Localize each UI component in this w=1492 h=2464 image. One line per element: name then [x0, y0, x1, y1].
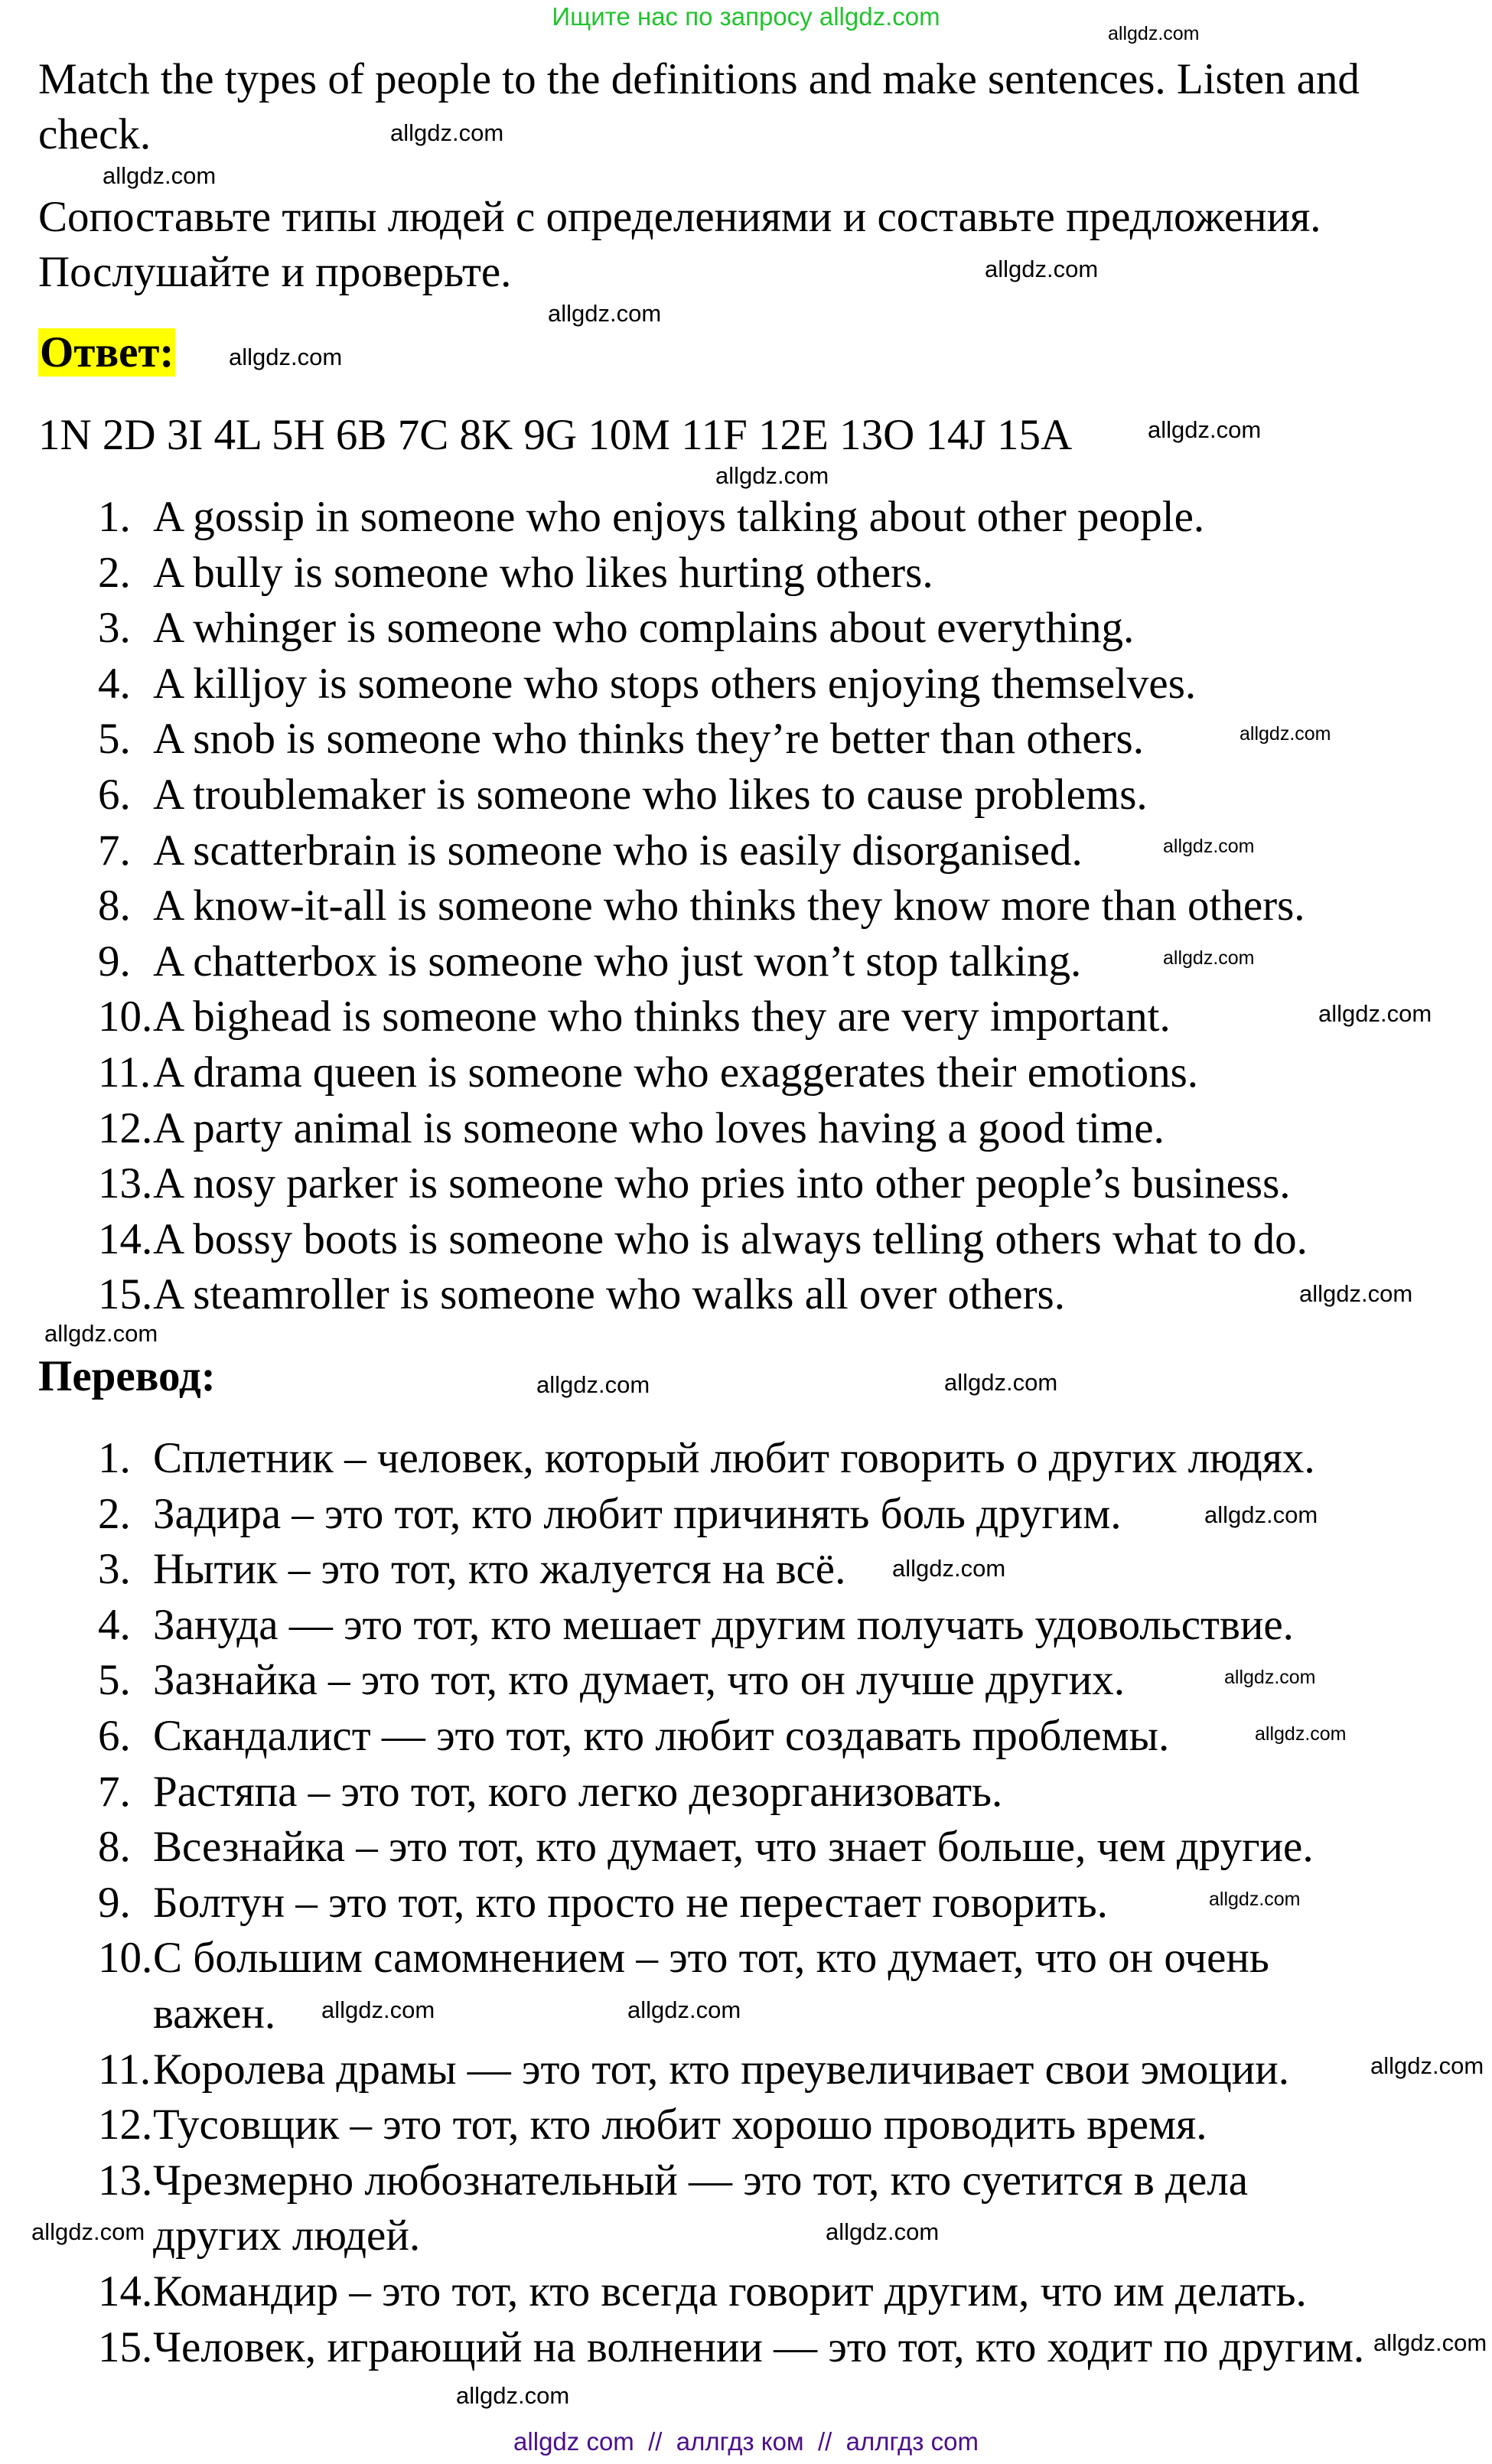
- item-number: 12.: [98, 2101, 153, 2149]
- english-list-item: [0, 1101, 1308, 1157]
- search-banner: Ищите нас по запросу allgdz.com: [552, 2, 940, 31]
- russian-list-item: [0, 2042, 1370, 2098]
- watermark: allgdz.com: [321, 1996, 435, 2023]
- watermark: allgdz.com: [44, 1320, 158, 1347]
- item-number: 1.: [98, 1434, 131, 1482]
- english-list-item: [0, 878, 1308, 934]
- watermark: allgdz.com: [944, 1369, 1058, 1396]
- item-text: Тусовщик – это тот, кто любит хорошо проводить время.: [153, 2101, 1207, 2149]
- item-number: 3.: [98, 604, 131, 653]
- russian-list-item: [0, 1709, 1370, 1765]
- english-list-item: [0, 1212, 1308, 1268]
- item-text: A killjoy is someone who stops others enjoying themselves.: [153, 659, 1197, 708]
- item-number: 2.: [98, 1489, 131, 1538]
- item-number: 8.: [98, 1823, 131, 1872]
- item-text: A chatterbox is someone who just won’t stop talking.: [153, 937, 1082, 986]
- watermark: allgdz.com: [390, 119, 504, 146]
- answer-heading: [38, 328, 175, 378]
- english-list-item: [0, 1045, 1308, 1101]
- watermark: allgdz.com: [103, 162, 217, 189]
- translation-heading: Перевод:: [38, 1352, 216, 1400]
- item-number: 1.: [98, 493, 131, 541]
- item-number: 4.: [98, 659, 131, 708]
- item-number: 10.: [98, 1934, 153, 1983]
- item-number: 14.: [98, 1214, 153, 1263]
- item-text: A troublemaker is someone who likes to cause problems.: [153, 770, 1148, 819]
- item-number: 15.: [98, 2322, 153, 2371]
- russian-translations-list: [0, 1431, 1370, 2375]
- item-text: A party animal is someone who loves having a good time.: [153, 1103, 1165, 1152]
- watermark: allgdz.com: [1163, 836, 1255, 857]
- item-text: Болтун – это тот, кто просто не перестает говорить.: [153, 1878, 1108, 1927]
- watermark: allgdz.com: [31, 2218, 145, 2245]
- item-text: С большим самомнением – это тот, кто думает, что он очень важен.: [153, 1934, 1269, 2038]
- russian-list-item: [0, 1598, 1370, 1654]
- item-number: 11.: [98, 2045, 151, 2094]
- item-text: Зануда — это тот, кто мешает другим получать удовольствие.: [153, 1600, 1294, 1649]
- item-text: Задира – это тот, кто любит причинять боль другим.: [153, 1489, 1122, 1538]
- watermark: allgdz.com: [1370, 2052, 1484, 2079]
- item-number: 2.: [98, 548, 131, 597]
- watermark: allgdz.com: [1255, 1723, 1347, 1745]
- watermark: allgdz.com: [1373, 2329, 1487, 2356]
- watermark: allgdz.com: [1108, 23, 1200, 44]
- english-list-item: [0, 989, 1308, 1045]
- watermark: allgdz.com: [1224, 1667, 1316, 1688]
- english-list-item: [0, 934, 1308, 990]
- item-number: 3.: [98, 1545, 131, 1594]
- item-number: 10.: [98, 992, 153, 1041]
- russian-list-item: [0, 1820, 1370, 1876]
- watermark: allgdz.com: [536, 1371, 650, 1398]
- russian-list-item: [0, 2264, 1370, 2320]
- item-number: 13.: [98, 1159, 153, 1208]
- english-definitions-list: [0, 490, 1308, 1323]
- item-text: A bossy boots is someone who is always telling others what to do.: [153, 1214, 1308, 1263]
- watermark: allgdz.com: [456, 2382, 570, 2409]
- item-number: 8.: [98, 882, 131, 931]
- item-text: Сплетник – человек, который любит говорить о других людях.: [153, 1434, 1315, 1482]
- watermark: allgdz.com: [1240, 723, 1331, 745]
- item-number: 9.: [98, 1878, 131, 1927]
- russian-list-item: [0, 1542, 1370, 1598]
- english-list-item: [0, 601, 1308, 657]
- item-text: A bighead is someone who thinks they are very important.: [153, 992, 1171, 1041]
- item-number: 13.: [98, 2156, 153, 2205]
- item-text: Командир – это тот, кто всегда говорит другим, что им делать.: [153, 2267, 1307, 2316]
- russian-list-item: [0, 1487, 1370, 1543]
- item-text: A gossip in someone who enjoys talking about other people.: [153, 493, 1205, 541]
- russian-list-item: [0, 2320, 1370, 2376]
- item-number: 14.: [98, 2267, 153, 2316]
- item-text: Чрезмерно любознательный — это тот, кто суетится в дела других людей.: [153, 2156, 1249, 2260]
- item-number: 6.: [98, 770, 131, 819]
- english-list-item: [0, 823, 1308, 879]
- english-list-item: [0, 712, 1308, 768]
- watermark: allgdz.com: [1299, 1280, 1413, 1307]
- english-list-item: [0, 657, 1308, 712]
- footer-links: allgdz com // аллгдз ком // аллгдз com: [513, 2427, 979, 2456]
- watermark: allgdz.com: [826, 2218, 940, 2245]
- item-number: 11.: [98, 1048, 151, 1097]
- watermark: allgdz.com: [715, 462, 829, 489]
- russian-list-item: [0, 1876, 1370, 1931]
- item-text: A know-it-all is someone who thinks they know more than others.: [153, 882, 1305, 931]
- item-number: 5.: [98, 715, 131, 764]
- item-text: Растяпа – это тот, кого легко дезорганизовать.: [153, 1767, 1003, 1816]
- item-text: Зазнайка – это тот, кто думает, что он лучше других.: [153, 1656, 1125, 1705]
- item-text: A snob is someone who thinks they’re better than others.: [153, 715, 1144, 764]
- item-text: A drama queen is someone who exaggerates their emotions.: [153, 1048, 1199, 1097]
- russian-list-item: [0, 2153, 1370, 2264]
- item-number: 6.: [98, 1711, 131, 1760]
- task-english-line-2: check.: [38, 110, 151, 158]
- item-number: 9.: [98, 937, 131, 986]
- russian-list-item: [0, 1931, 1370, 2042]
- item-number: 4.: [98, 1600, 131, 1649]
- watermark: allgdz.com: [1204, 1501, 1318, 1528]
- english-list-item: [0, 768, 1308, 823]
- answer-key: 1N 2D 3I 4L 5H 6B 7C 8K 9G 10M 11F 12E 13O 14J 15A: [38, 411, 1073, 459]
- item-text: A bully is someone who likes hurting others.: [153, 548, 933, 597]
- english-list-item: [0, 1267, 1308, 1323]
- watermark: allgdz.com: [1209, 1889, 1301, 1910]
- watermark: allgdz.com: [1148, 416, 1262, 443]
- watermark: allgdz.com: [548, 300, 662, 327]
- item-number: 7.: [98, 1767, 131, 1816]
- item-text: Всезнайка – это тот, кто думает, что знает больше, чем другие.: [153, 1823, 1314, 1872]
- english-list-item: [0, 1156, 1308, 1212]
- item-number: 12.: [98, 1103, 153, 1152]
- item-text: A scatterbrain is someone who is easily disorganised.: [153, 826, 1083, 875]
- answer-heading-text: Ответ:: [40, 328, 174, 376]
- item-text: A nosy parker is someone who pries into other people’s business.: [153, 1159, 1291, 1208]
- russian-list-item: [0, 1653, 1370, 1709]
- item-number: 5.: [98, 1656, 131, 1705]
- watermark: allgdz.com: [892, 1555, 1006, 1582]
- item-text: Нытик – это тот, кто жалуется на всё.: [153, 1545, 846, 1594]
- english-list-item: [0, 546, 1308, 601]
- task-russian-line-1: Сопоставьте типы людей с определениями и составьте предложения.: [38, 193, 1321, 241]
- task-russian-line-2: Послушайте и проверьте.: [38, 248, 512, 296]
- english-list-item: [0, 490, 1308, 546]
- watermark: allgdz.com: [627, 1996, 741, 2023]
- watermark: allgdz.com: [1318, 1000, 1432, 1027]
- russian-list-item: [0, 2097, 1370, 2153]
- watermark: allgdz.com: [1163, 947, 1255, 969]
- item-text: Человек, играющий на волнении — это тот, кто ходит по другим.: [153, 2322, 1365, 2371]
- russian-list-item: [0, 1431, 1370, 1487]
- watermark: allgdz.com: [229, 344, 343, 370]
- task-english-line-1: Match the types of people to the definitions and make sentences. Listen and: [38, 55, 1360, 103]
- watermark: allgdz.com: [985, 256, 1099, 282]
- item-number: 15.: [98, 1270, 153, 1319]
- item-text: A whinger is someone who complains about everything.: [153, 604, 1135, 653]
- item-text: Скандалист — это тот, кто любит создавать проблемы.: [153, 1711, 1170, 1760]
- item-number: 7.: [98, 826, 131, 875]
- russian-list-item: [0, 1765, 1370, 1820]
- item-text: A steamroller is someone who walks all over others.: [153, 1270, 1065, 1319]
- item-text: Королева драмы — это тот, кто преувеличивает свои эмоции.: [153, 2045, 1289, 2094]
